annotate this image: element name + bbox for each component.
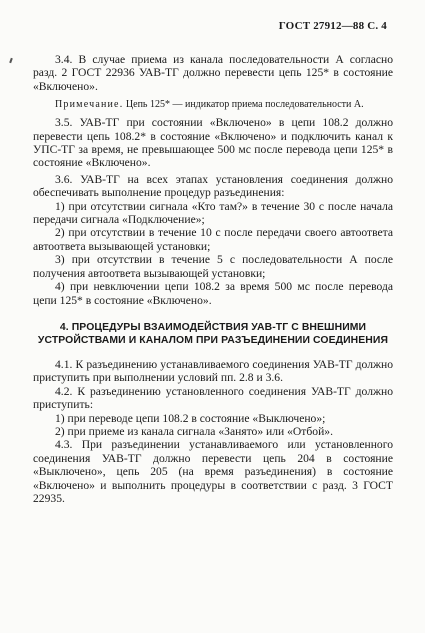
note-lead: Примечание. [55, 99, 124, 111]
section-4-heading: 4. ПРОЦЕДУРЫ ВЗАИМОДЕЙСТВИЯ УАВ-ТГ С ВНЕШНИМИ УСТРОЙСТВАМИ И КАНАЛОМ ПРИ РАЗЪЕДИНЕНИИ СОЕДИНЕНИЯ [37, 321, 389, 346]
list-item-4-2-2: 2) при приеме из канала сигнала «Занято» или «Отбой». [55, 424, 333, 438]
note [33, 98, 393, 111]
list-item-3-6-4: 4) при невключении цепи 108.2 за время 500 мс после перевода цепи 125* в состояние «Включено». [33, 280, 393, 307]
page-header: ГОСТ 27912—88 С. 4 [278, 20, 387, 32]
paragraph-4-3: 4.3. При разъединении устанавливаемого или установленного соединения УАВ-ТГ должно перевести цепь 204 в состояние «Выключено», цепь 205 (на время разъединения) в состояние «Включено» и выполнить процедуры в соответствии с разд. 3 ГОСТ 22935. [33, 438, 393, 505]
list-item-3-6-2: 2) при отсутствии в течение 10 с после передачи своего автоответа автоответа вызывающей установки; [33, 226, 393, 253]
list-item-3-6-1: 1) при отсутствии сигнала «Кто там?» в течение 30 с после начала передачи сигнала «Подключение»; [33, 199, 393, 227]
document-body [33, 53, 393, 505]
list-item-4-2-1: 1) при переводе цепи 108.2 в состояние «Выключено»; [55, 411, 326, 425]
paragraph-3-6: 3.6. УАВ-ТГ на всех этапах установления соединения должно обеспечивать выполнение процедур разъединения: [33, 172, 393, 200]
paragraph-3-5: 3.5. УАВ-ТГ при состоянии «Включено» в цепи 108.2 должно перевести цепь 108.2* в состояние «Включено» и подключить канал к УПС-ТГ за время, не превышающее 500 мс после перевода цепи 125* в состояние «Включено». [33, 116, 393, 170]
margin-mark [9, 58, 13, 63]
paragraph-4-2: 4.2. К разъединению установленного соединения УАВ-ТГ должно приступить: [33, 384, 393, 412]
note-text: Цепь 125* — индикатор приема последовательности А. [123, 99, 364, 111]
paragraph-3-4: 3.4. В случае приема из канала последовательности А согласно разд. 2 ГОСТ 22936 УАВ-ТГ должно перевести цепь 125* в состояние «Включено». [33, 53, 393, 93]
paragraph-4-1: 4.1. К разъединению устанавливаемого соединения УАВ-ТГ должно приступить при выполнении условий пп. 2.8 и 3.6. [33, 357, 393, 385]
list-item-3-6-3: 3) при отсутствии в течение 5 с последовательности А после получения автоответа вызывающей установки; [33, 253, 393, 280]
